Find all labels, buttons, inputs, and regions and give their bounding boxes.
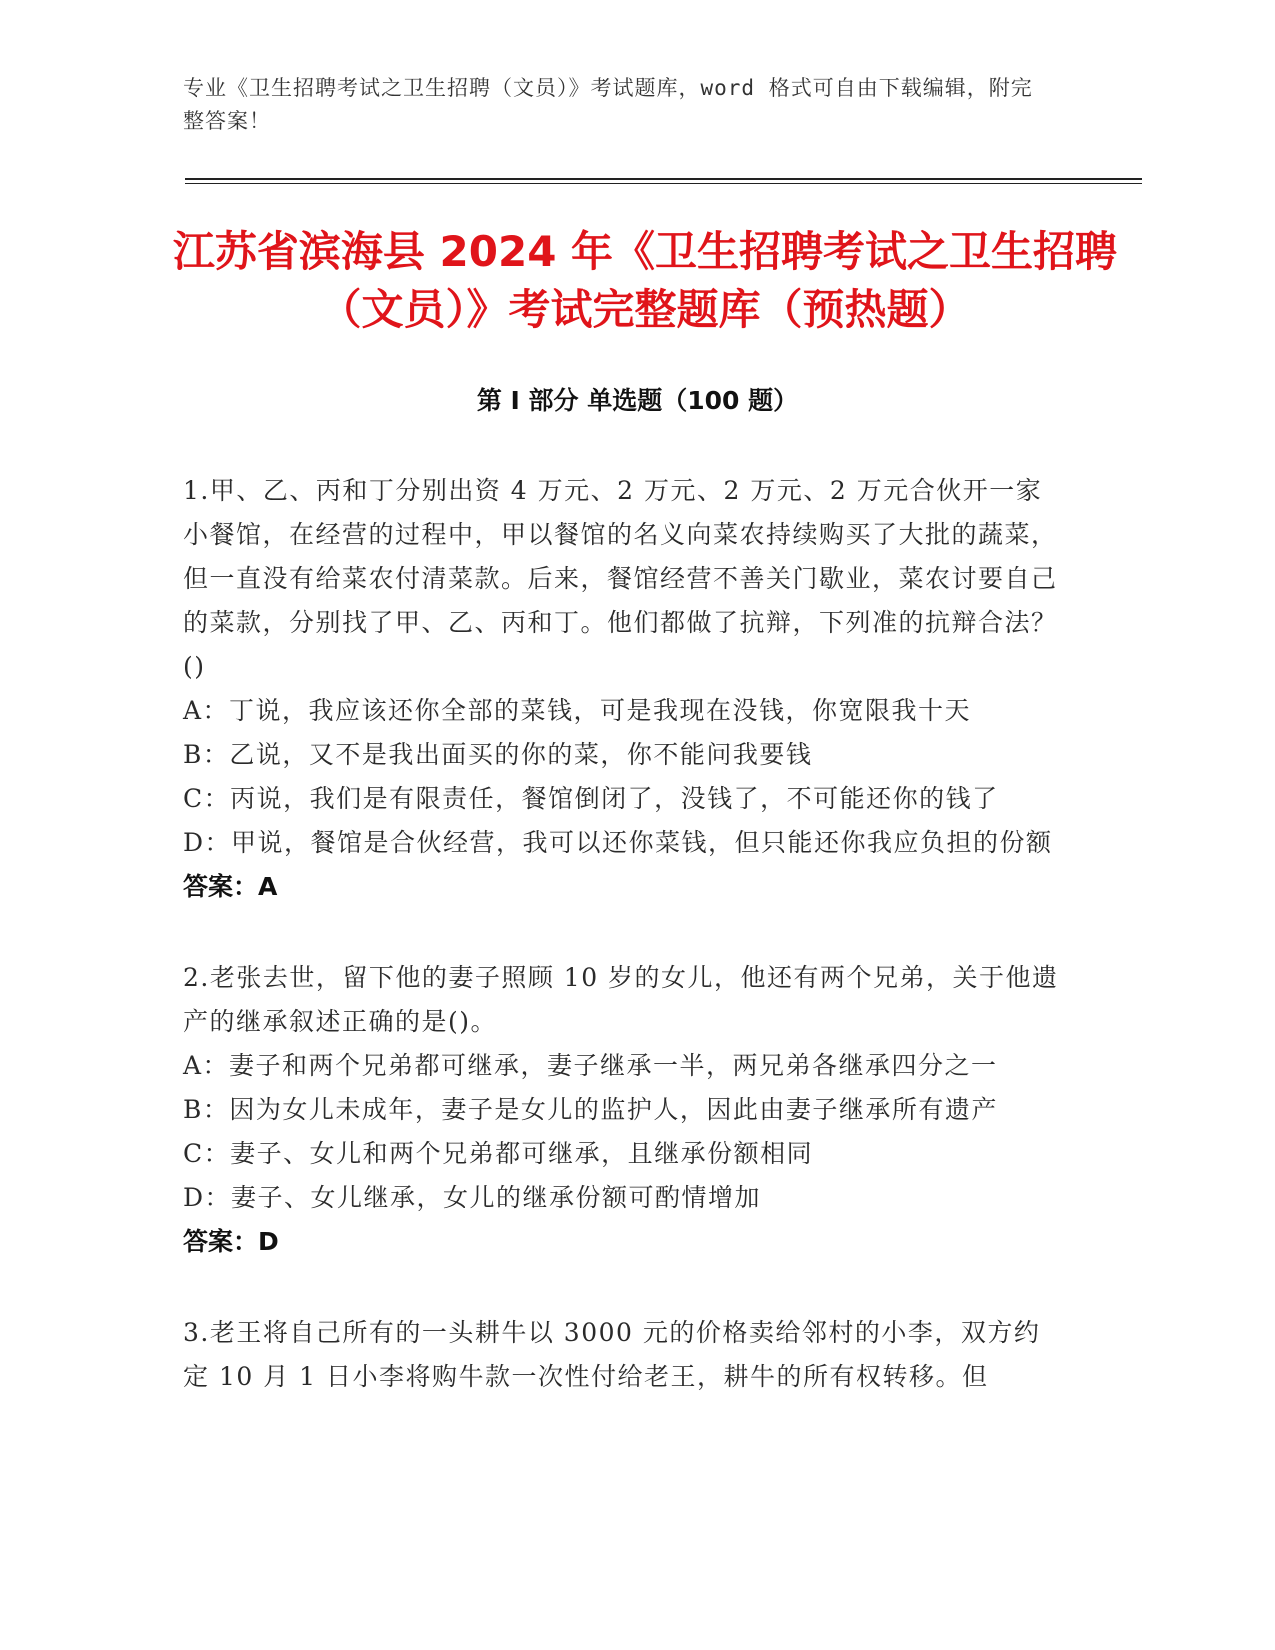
option-d: D：甲说，餐馆是合伙经营，我可以还你菜钱，但只能还你我应负担的份额 xyxy=(183,828,1053,857)
question-3 xyxy=(183,1311,1063,1399)
option-d: D：妻子、女儿继承，女儿的继承份额可酌情增加 xyxy=(183,1183,762,1212)
option-c: C：妻子、女儿和两个兄弟都可继承，且继承份额相同 xyxy=(183,1139,814,1168)
option-b: B：乙说，又不是我出面买的你的菜，你不能问我要钱 xyxy=(183,740,813,769)
option-c: C：丙说，我们是有限责任，餐馆倒闭了，没钱了，不可能还你的钱了 xyxy=(183,784,999,813)
header-divider-thick xyxy=(185,178,1142,180)
answer-value: A xyxy=(258,872,278,901)
option-a: A：妻子和两个兄弟都可继承，妻子继承一半，两兄弟各继承四分之一 xyxy=(183,1051,998,1080)
header-note: 专业《卫生招聘考试之卫生招聘（文员）》考试题库，word 格式可自由下载编辑，附完整答案！ xyxy=(183,76,1033,133)
document-title: 江苏省滨海县 2024 年《卫生招聘考试之卫生招聘（文员）》考试完整题库（预热题） xyxy=(172,227,1118,334)
answer-line xyxy=(183,1220,1063,1264)
option-b: B：因为女儿未成年，妻子是女儿的监护人，因此由妻子继承所有遗产 xyxy=(183,1095,998,1124)
question-1 xyxy=(183,469,1063,909)
question-list xyxy=(183,469,1063,1446)
answer-value: D xyxy=(258,1227,279,1256)
question-2 xyxy=(183,956,1063,1264)
section-heading: 第 I 部分 单选题（100 题） xyxy=(476,386,799,415)
header-divider-thin xyxy=(185,183,1142,184)
answer-line xyxy=(183,865,1063,909)
option-a: A：丁说，我应该还你全部的菜钱，可是我现在没钱，你宽限我十天 xyxy=(183,696,972,725)
answer-label: 答案： xyxy=(183,1227,259,1256)
question-text: 2.老张去世，留下他的妻子照顾 10 岁的女儿，他还有两个兄弟，关于他遗产的继承叙述正确的是()。 xyxy=(183,963,1059,1036)
answer-label: 答案： xyxy=(183,872,259,901)
question-text: 1.甲、乙、丙和丁分别出资 4 万元、2 万元、2 万元、2 万元合伙开一家小餐馆，在经营的过程中，甲以餐馆的名义向菜农持续购买了大批的蔬菜，但一直没有给菜农付清菜款。后来，餐馆经营不善关门歇业，菜农讨要自己的菜款，分别找了甲、乙、丙和丁。他们都做了抗辩，下列准的抗辩合法？() xyxy=(183,476,1058,681)
question-text: 3.老王将自己所有的一头耕牛以 3000 元的价格卖给邻村的小李，双方约定 10 月 1 日小李将购牛款一次性付给老王，耕牛的所有权转移。但 xyxy=(183,1318,1041,1391)
